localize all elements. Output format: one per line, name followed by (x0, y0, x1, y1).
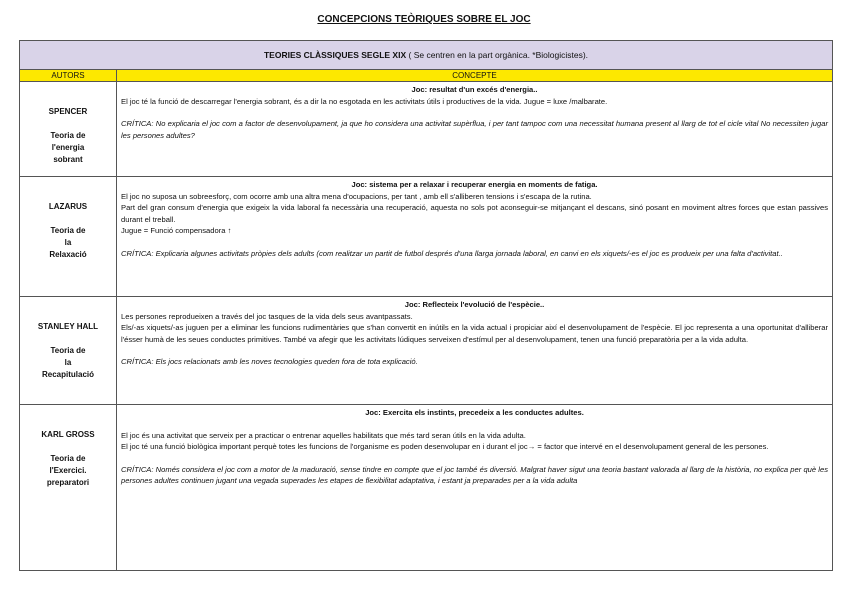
theory-line: Relaxació (49, 250, 87, 259)
concept-paragraph: El joc té la funció de descarregar l'energia sobrant, és a dir la no esgotada en les activitats útils i productives de la vida. Jugue = luxe /malbarate. (121, 96, 608, 106)
banner-note: ( Se centren en la part orgànica. *Biologicistes). (406, 50, 589, 60)
theory-line: preparatori (46, 478, 90, 487)
table-banner (20, 41, 833, 70)
concept-header: CONCEPTE (117, 70, 833, 82)
theory-line: la (64, 238, 72, 247)
theory-line: Teoria de (50, 226, 86, 235)
theory-line: la (64, 358, 72, 367)
author-name: SPENCER (48, 107, 88, 116)
concept-paragraph: El joc no suposa un sobreesforç, com ocorre amb una altra mena d'ocupacions, per tant , amb ell s'alliberen tensions i s'escapa de la rutina. (121, 191, 592, 201)
critica-text: CRÍTICA: Els jocs relacionats amb les noves tecnologies queden fora de tota explicació. (121, 357, 418, 367)
table-row (20, 297, 833, 405)
theory-line: Teoria de (50, 131, 86, 140)
critica-text: CRÍTICA: Explicaria algunes activitats pròpies dels adults (com realitzar un partit de futbol després d'una llarga jornada laboral, en canvi en els xiquets/-es el joc es produeix per una falta d'activitat.. (121, 248, 783, 258)
author-cell (20, 177, 117, 297)
theory-line: Teoria de (50, 346, 86, 355)
table-row (20, 82, 833, 177)
theory-line: Recapitulació (41, 370, 94, 379)
concept-cell (117, 405, 833, 571)
concept-paragraph: Jugue = Funció compensadora ↑ (121, 226, 232, 236)
concept-paragraph: El joc té una funció biològica important perquè totes les funcions de l'organisme es poden desenvolupar en i durant el joc→ = factor que intervé en el desenvolupament general de les persones. (121, 442, 769, 452)
concept-paragraph: Part del gran consum d'energia que exigeix la vida laboral fa necessària una recuperació, aquesta no sols pot aconseguir-se mitjançant el descans, sinó posant en moviment altres forces que estan passives durant el treball. (121, 203, 829, 224)
author-name: KARL GROSS (41, 430, 95, 439)
theory-name (20, 130, 116, 166)
theories-table (19, 40, 833, 571)
concept-paragraph: Les persones reprodueixen a través del joc tasques de la vida dels seus avantpassats. (121, 311, 413, 321)
critica-text: CRÍTICA: Només considera el joc com a motor de la maduració, sense tindre en compte que el joc també és diversió. Malgrat haver sigut una teoria bastant valorada al llarg de la història, no explica per què les persones adultes continuen jugant una vegada superades les etapes de flexibilitat adaptativa, i estant ja preparades per a la vida adulta (121, 464, 829, 486)
theory-line: sobrant (53, 155, 83, 164)
critica-text: CRÍTICA: No explicaria el joc com a factor de desenvolupament, ja que ho considera una activitat supèrflua, i per tant tampoc com una necessitat humana present al llarg de tot el cicle vital No necessiten jugar les persones adultes? (121, 119, 829, 140)
concept-heading: Joc: resultat d'un excés d'energia.. (411, 85, 538, 94)
concept-heading: Joc: Exercita els instints, precedeix a les conductes adultes. (365, 408, 584, 417)
author-name: STANLEY HALL (37, 322, 99, 331)
banner-title: TEORIES CLÀSSIQUES SEGLE XIX (263, 50, 407, 60)
theory-line: Teoria de (50, 454, 86, 463)
concept-paragraph: Els/-as xiquets/-as juguen per a eliminar les funcions rudimentàries que s'han convertit en inútils en la vida actual i propiciar així el desenvolupament de l'espècie. El joc representa a una oportunitat d'alliberar l'ésser humà de les seues conductes primitives. També va afegir que les activitats lúdiques serveixen d'estímul per al desenvolupament, tenen una funció preparatòria per a la vida adulta. (121, 323, 829, 344)
theory-line: l'energia (51, 143, 85, 152)
author-cell (20, 82, 117, 177)
concept-cell (117, 177, 833, 297)
author-cell (20, 405, 117, 571)
concept-heading: Joc: sistema per a relaxar i recuperar energia en moments de fatiga. (351, 180, 598, 189)
author-name: LAZARUS (48, 202, 88, 211)
table-row (20, 177, 833, 297)
table-row (20, 405, 833, 571)
authors-header: AUTORS (20, 70, 117, 82)
concept-heading: Joc: Reflecteix l'evolució de l'espècie.. (404, 300, 545, 309)
concept-cell (117, 297, 833, 405)
author-cell (20, 297, 117, 405)
concept-paragraph: El joc és una activitat que serveix per a practicar o entrenar aquelles habilitats que més tard seran útils en la vida adulta. (121, 430, 526, 440)
page-title: CONCEPCIONS TEÒRIQUES SOBRE EL JOC (317, 14, 531, 25)
theory-name (20, 345, 116, 381)
theory-line: l'Exercici. (49, 466, 87, 475)
theory-name (20, 453, 116, 489)
concept-cell (117, 82, 833, 177)
theory-name (20, 225, 116, 261)
